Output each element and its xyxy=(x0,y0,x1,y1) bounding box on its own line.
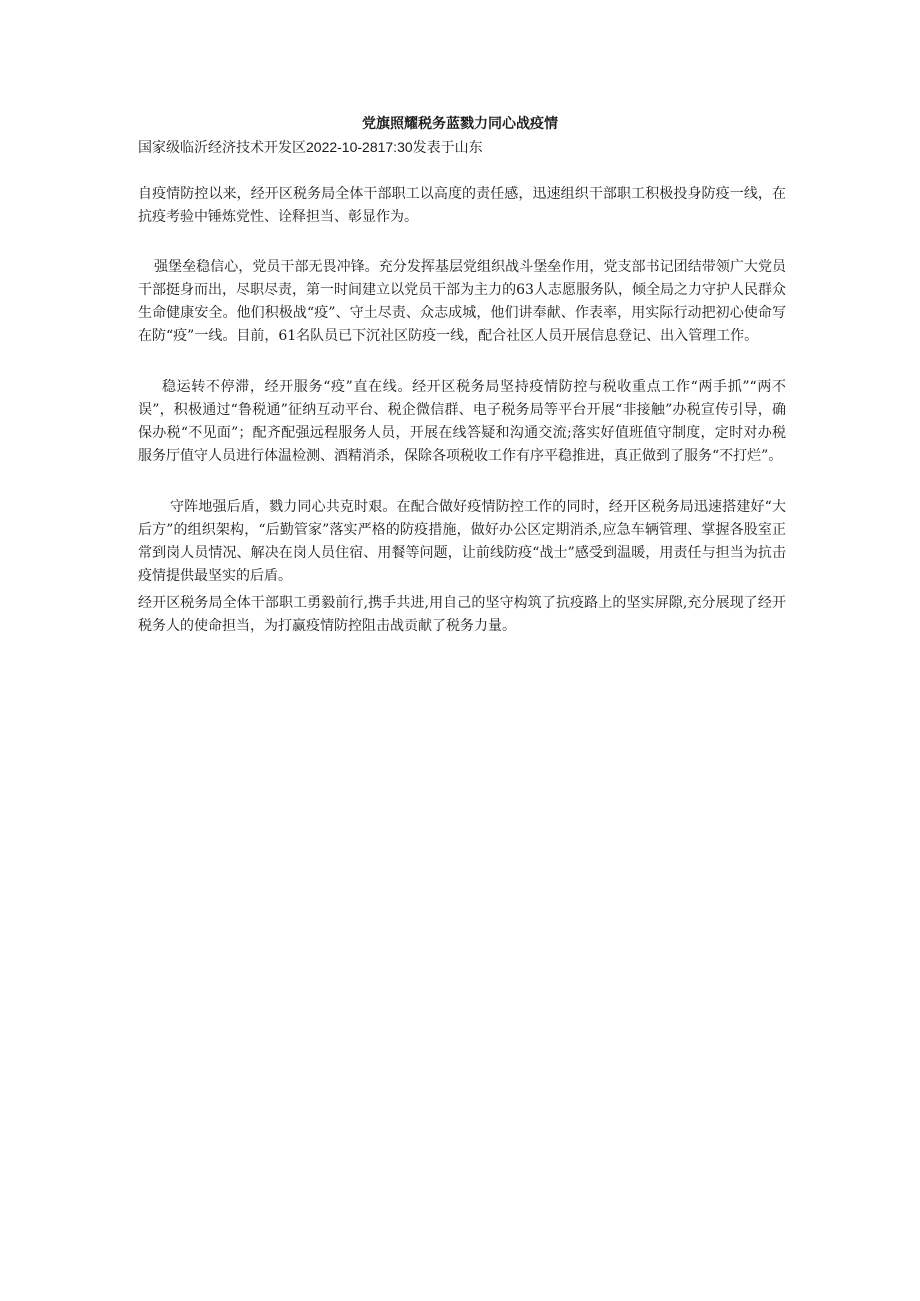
paragraph-logistics: 守阵地强后盾，戮力同心共克时艰。在配合做好疫情防控工作的同时，经开区税务局迅速搭建好“大后方”的组织架构，“后勤管家”落实严格的防疫措施，做好办公区定期消杀,应急车辆管理、掌握各股室正常到岗人员情况、解决在岗人员住宿、用餐等问题，让前线防疫“战士”感受到温暖，用责任与担当为抗击疫情提供最坚实的后盾。 xyxy=(138,499,786,584)
paragraph-party-members: 强堡垒稳信心，党员干部无畏冲锋。充分发挥基层党组织战斗堡垒作用，党支部书记团结带领广大党员干部挺身而出，尽职尽责，第一时间建立以党员干部为主力的63人志愿服务队，倾全局之力守护人民群众生命健康安全。他们积极战“疫”、守土尽责、众志成城，他们讲奉献、作表率，用实际行动把初心使命写在防“疫”一线。目前，61名队员已下沉社区防疫一线，配合社区人员开展信息登记、出入管理工作。 xyxy=(138,259,786,344)
byline-datetime: 2022-10-2817:30 xyxy=(306,139,413,155)
paragraph-intro: 自疫情防控以来，经开区税务局全体干部职工以高度的责任感，迅速组织干部职工积极投身防疫一线，在抗疫考验中锤炼党性、诠释担当、彰显作为。 xyxy=(138,186,786,225)
article-title: 党旗照耀税务蓝戮力同心战疫情 xyxy=(362,116,558,132)
paragraph-service: 稳运转不停滞，经开服务“疫”直在线。经开区税务局坚持疫情防控与税收重点工作“两手抓”“两不误”，积极通过“鲁税通”征纳互动平台、税企微信群、电子税务局等平台开展“非接触”办税宣传引导，确保办税“不见面”；配齐配强远程服务人员，开展在线答疑和沟通交流;落实好值班值守制度，定时对办税服务厅值守人员进行体温检测、酒精消杀，保除各项税收工作有序平稳推进，真正做到了服务“不打烂”。 xyxy=(138,379,786,464)
article-byline xyxy=(138,136,483,159)
byline-suffix: 发表于山东 xyxy=(412,140,483,156)
byline-source: 国家级临沂经济技术开发区 xyxy=(138,140,306,156)
paragraph-conclusion: 经开区税务局全体干部职工勇毅前行,携手共进,用自己的坚守构筑了抗疫路上的坚实屏隙,充分展现了经开税务人的使命担当，为打赢疫情防控阻击战贡献了税务力量。 xyxy=(138,595,786,634)
